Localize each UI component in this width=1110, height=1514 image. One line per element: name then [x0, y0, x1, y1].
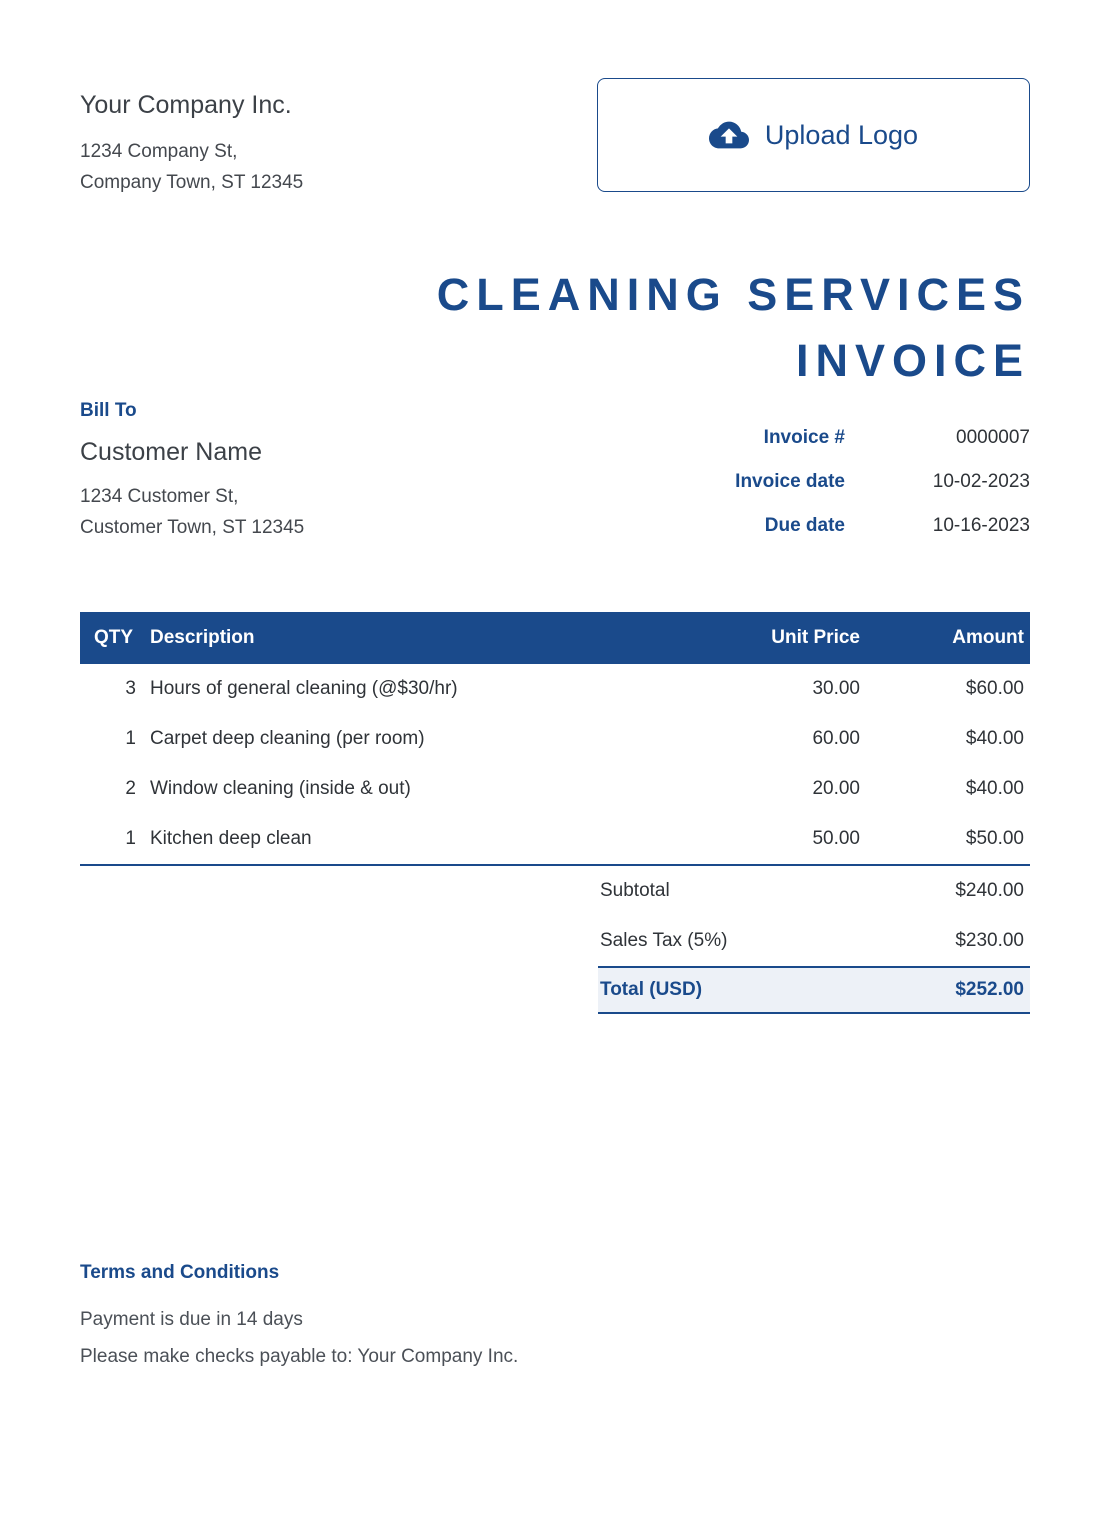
invoice-date-label: Invoice date — [735, 471, 845, 492]
invoice-title-line1: CLEANING SERVICES — [436, 269, 1030, 320]
invoice-number-label: Invoice # — [763, 427, 845, 448]
qty-cell: 2 — [125, 778, 136, 799]
due-date-row — [650, 504, 1030, 548]
amount-header: Amount — [952, 627, 1024, 648]
invoice-number-row — [650, 416, 1030, 460]
subtotal-label: Subtotal — [600, 880, 670, 901]
table-row — [80, 764, 1030, 814]
items-table — [80, 612, 1030, 866]
qty-cell: 1 — [125, 828, 136, 849]
grand-total-row — [598, 966, 1030, 1014]
customer-name: Customer Name — [80, 438, 262, 466]
amount-cell: $60.00 — [965, 678, 1024, 699]
items-table-header — [80, 612, 1030, 664]
qty-header: QTY — [94, 627, 134, 648]
grand-total-value: $252.00 — [955, 979, 1024, 1000]
invoice-date-value: 10-02-2023 — [932, 471, 1030, 492]
invoice-page — [0, 78, 1110, 1514]
amount-cell: $40.00 — [965, 778, 1024, 799]
company-block — [80, 78, 303, 198]
qty-cell: 1 — [125, 728, 136, 749]
table-row — [80, 814, 1030, 864]
invoice-title — [80, 262, 1030, 394]
unit-price-cell: 30.00 — [812, 678, 860, 699]
amount-cell: $50.00 — [965, 828, 1024, 849]
terms-line1: Payment is due in 14 days — [80, 1309, 303, 1330]
customer-address-line2: Customer Town, ST 12345 — [80, 517, 305, 538]
upload-logo-button[interactable] — [597, 78, 1030, 192]
company-address-line1: 1234 Company St, — [80, 141, 238, 162]
company-address — [80, 136, 303, 198]
sales-tax-label: Sales Tax (5%) — [600, 930, 728, 951]
sales-tax-row — [598, 916, 1030, 966]
unit-price-cell: 50.00 — [812, 828, 860, 849]
qty-cell: 3 — [125, 678, 136, 699]
terms-section — [80, 1262, 1030, 1375]
table-row — [80, 664, 1030, 714]
description-cell: Kitchen deep clean — [150, 828, 312, 849]
company-name: Your Company Inc. — [80, 91, 292, 119]
cloud-upload-icon — [709, 115, 749, 155]
description-cell: Hours of general cleaning (@$30/hr) — [150, 678, 458, 699]
customer-address-line1: 1234 Customer St, — [80, 486, 239, 507]
unit-price-cell: 20.00 — [812, 778, 860, 799]
grand-total-label: Total (USD) — [600, 979, 703, 1000]
invoice-title-line2: INVOICE — [795, 335, 1030, 386]
bill-to-label: Bill To — [80, 400, 137, 421]
company-address-line2: Company Town, ST 12345 — [80, 172, 304, 193]
subtotal-value: $240.00 — [955, 880, 1024, 901]
header — [80, 78, 1030, 198]
unit-price-cell: 60.00 — [812, 728, 860, 749]
sales-tax-value: $230.00 — [955, 930, 1024, 951]
invoice-number-value: 0000007 — [956, 427, 1030, 448]
due-date-value: 10-16-2023 — [932, 515, 1030, 536]
invoice-meta — [650, 400, 1030, 548]
description-cell: Window cleaning (inside & out) — [150, 778, 411, 799]
terms-line2: Please make checks payable to: Your Company Inc. — [80, 1346, 519, 1367]
upload-logo-label: Upload Logo — [764, 119, 919, 150]
customer-address — [80, 481, 304, 543]
subtotal-row — [598, 866, 1030, 916]
due-date-label: Due date — [764, 515, 845, 536]
table-row — [80, 714, 1030, 764]
unit-price-header: Unit Price — [771, 627, 860, 648]
totals-section — [598, 866, 1030, 1014]
bill-to-block — [80, 400, 304, 548]
terms-heading: Terms and Conditions — [80, 1262, 280, 1283]
description-header: Description — [150, 627, 255, 648]
invoice-date-row — [650, 460, 1030, 504]
amount-cell: $40.00 — [965, 728, 1024, 749]
description-cell: Carpet deep cleaning (per room) — [150, 728, 425, 749]
meta-section — [80, 400, 1030, 548]
